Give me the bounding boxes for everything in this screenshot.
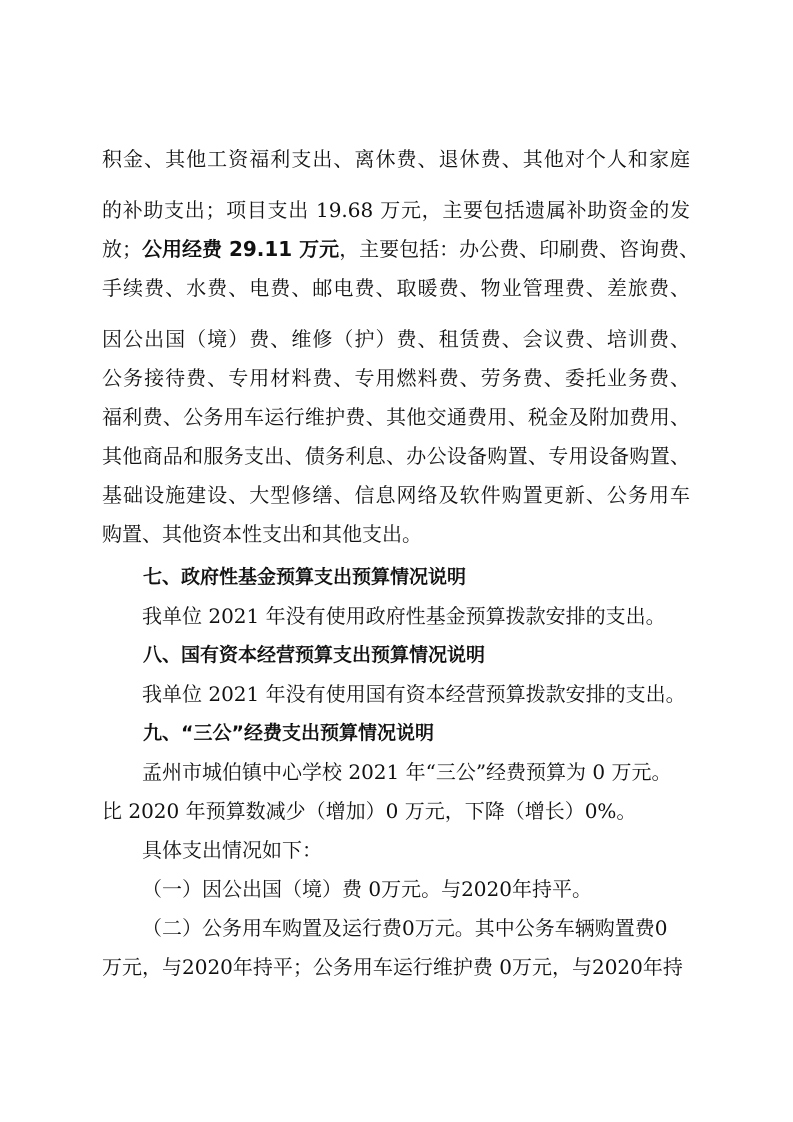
body-text: 我单位 2021 年没有使用政府性基金预算拨款安排的支出。	[142, 604, 666, 628]
body-text: ，主要包括：办公费、印刷费、咨询费、	[339, 237, 700, 261]
body-text: 万元，与2020年持平；公务用车运行维护费 0万元，与2020年持	[102, 955, 683, 979]
body-line	[0, 947, 702, 987]
body-text: 我单位 2021 年没有使用国有资本经营预算拨款安排的支出。	[142, 682, 686, 706]
heading-text: 九、“三公”经费支出预算情况说明	[143, 722, 434, 744]
body-text: 因公出国（境）费、维修（护）费、租赁费、会议费、培训费、	[102, 327, 690, 351]
heading-text: 八、国有资本经营预算支出预算情况说明	[143, 644, 486, 666]
bold-text: 公用经费 29.11 万元	[142, 237, 340, 261]
body-text: 公务接待费、专用材料费、专用燃料费、劳务费、委托业务费、	[102, 366, 690, 390]
body-line	[0, 908, 702, 948]
body-text: （一）因公出国（境）费 0万元。与2020年持平。	[142, 877, 592, 901]
body-text: 的补助支出；项目支出 19.68 万元，主要包括遗属补助资金的发	[102, 198, 690, 222]
body-text: 基础设施建设、大型修缮、信息网络及软件购置更新、公务用车	[102, 483, 690, 507]
body-text: 放；	[102, 237, 142, 261]
heading-text: 七、政府性基金预算支出预算情况说明	[143, 566, 467, 588]
body-text: 孟州市城伯镇中心学校 2021 年“三公”经费预算为 0 万元。	[142, 760, 672, 784]
body-text: 购置、其他资本性支出和其他支出。	[102, 522, 422, 546]
body-text: （二）公务用车购置及运行费0万元。其中公务车辆购置费0	[142, 916, 668, 940]
body-text: 其他商品和服务支出、债务利息、办公设备购置、专用设备购置、	[102, 444, 690, 468]
body-text: 手续费、水费、电费、邮电费、取暖费、物业管理费、差旅费、	[102, 276, 690, 300]
body-text: 福利费、公务用车运行维护费、其他交通费用、税金及附加费用、	[102, 405, 690, 429]
body-text: 具体支出情况如下：	[142, 838, 322, 862]
body-text: 积金、其他工资福利支出、离休费、退休费、其他对个人和家庭	[102, 147, 690, 171]
body-text: 比 2020 年预算数减少（增加）0 万元，下降（增长）0%。	[102, 799, 637, 823]
